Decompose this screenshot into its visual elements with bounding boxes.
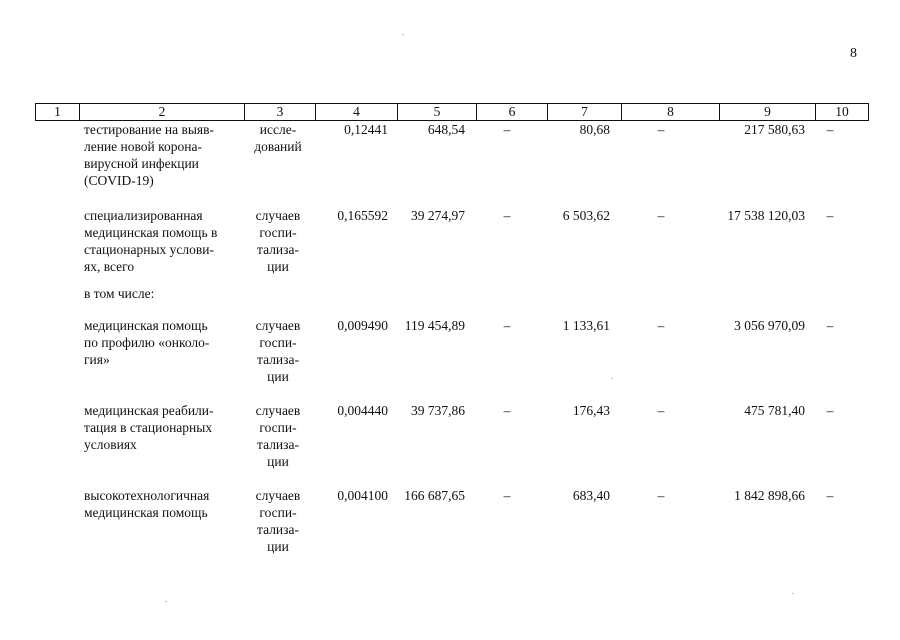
service-name-line: ях, всего xyxy=(84,259,135,274)
page-number: 8 xyxy=(850,46,857,61)
col-5-value: 39 737,86 xyxy=(411,403,465,418)
unit-line: ции xyxy=(267,259,289,274)
unit-line: тализа- xyxy=(257,437,299,452)
unit-line: госпи- xyxy=(259,420,297,435)
service-name-line: вирусной инфекции xyxy=(84,156,199,171)
col-5-value: 166 687,65 xyxy=(404,488,465,503)
unit-line: тализа- xyxy=(257,522,299,537)
unit-line: тализа- xyxy=(257,242,299,257)
col-5-value: 39 274,97 xyxy=(411,208,465,223)
header-col-2: 2 xyxy=(80,104,245,121)
service-name xyxy=(84,317,236,368)
col-6-value: – xyxy=(503,488,511,503)
unit-of-measure xyxy=(246,121,310,155)
service-name xyxy=(84,207,236,275)
service-name-line: медицинская помощь xyxy=(84,318,208,333)
unit-line: ции xyxy=(267,454,289,469)
unit-of-measure xyxy=(246,402,310,470)
unit-of-measure xyxy=(246,487,310,555)
unit-line: ции xyxy=(267,369,289,384)
service-name-line: медицинская реабили- xyxy=(84,403,214,418)
service-name-line: стационарных услови- xyxy=(84,242,214,257)
service-name-line: условиях xyxy=(84,437,137,452)
col-7-value: 176,43 xyxy=(572,403,610,418)
col-10-value: – xyxy=(826,122,834,137)
col-5-value: 648,54 xyxy=(427,122,465,137)
col-6-value: – xyxy=(503,208,511,223)
unit-of-measure xyxy=(246,207,310,275)
col-9-value: 217 580,63 xyxy=(744,122,805,137)
unit-line: госпи- xyxy=(259,335,297,350)
service-name-line: (COVID-19) xyxy=(84,173,154,188)
header-row xyxy=(36,104,869,121)
unit-of-measure xyxy=(246,317,310,385)
unit-line: госпи- xyxy=(259,225,297,240)
unit-line: дований xyxy=(254,139,302,154)
unit-line: случаев xyxy=(255,318,301,333)
col-7-value: 6 503,62 xyxy=(562,208,610,223)
scan-speck xyxy=(792,593,794,594)
service-name xyxy=(84,402,236,453)
col-4-value: 0,004440 xyxy=(337,403,388,418)
unit-line: иссле- xyxy=(259,122,297,137)
scan-speck xyxy=(402,34,404,35)
service-name-line: ление новой корона- xyxy=(84,139,202,154)
col-8-value: – xyxy=(657,488,665,503)
col-4-value: 0,004100 xyxy=(337,488,388,503)
service-name-line: по профилю «онколо- xyxy=(84,335,210,350)
col-8-value: – xyxy=(657,208,665,223)
header-col-7: 7 xyxy=(548,104,622,121)
service-name-line: тестирование на выяв- xyxy=(84,122,214,137)
col-8-value: – xyxy=(657,318,665,333)
header-col-8: 8 xyxy=(622,104,720,121)
scan-speck xyxy=(165,601,167,602)
col-10-value: – xyxy=(826,318,834,333)
column-number-header xyxy=(35,103,869,121)
col-10-value: – xyxy=(826,403,834,418)
service-name-line: медицинская помощь xyxy=(84,505,208,520)
col-7-value: 683,40 xyxy=(572,488,610,503)
header-col-10: 10 xyxy=(816,104,869,121)
service-name-line: высокотехнологичная xyxy=(84,488,210,503)
header-col-6: 6 xyxy=(477,104,548,121)
col-9-value: 475 781,40 xyxy=(744,403,805,418)
col-9-value: 1 842 898,66 xyxy=(734,488,805,503)
header-col-9: 9 xyxy=(720,104,816,121)
col-10-value: – xyxy=(826,488,834,503)
scan-speck xyxy=(611,378,613,379)
col-7-value: 80,68 xyxy=(579,122,610,137)
col-8-value: – xyxy=(657,122,665,137)
col-4-value: 0,165592 xyxy=(337,208,388,223)
service-name xyxy=(84,121,236,189)
col-6-value: – xyxy=(503,318,511,333)
col-8-value: – xyxy=(657,403,665,418)
header-col-1: 1 xyxy=(36,104,80,121)
service-name-line: гия» xyxy=(84,352,110,367)
unit-line: ции xyxy=(267,539,289,554)
service-name xyxy=(84,487,236,521)
col-5-value: 119 454,89 xyxy=(404,318,465,333)
unit-line: госпи- xyxy=(259,505,297,520)
col-9-value: 17 538 120,03 xyxy=(727,208,805,223)
header-col-3: 3 xyxy=(245,104,316,121)
header-col-4: 4 xyxy=(316,104,398,121)
service-name-line: тация в стационарных xyxy=(84,420,213,435)
subheading-including: в том числе: xyxy=(84,286,155,301)
col-6-value: – xyxy=(503,403,511,418)
unit-line: случаев xyxy=(255,403,301,418)
unit-line: случаев xyxy=(255,208,301,223)
service-name-line: медицинская помощь в xyxy=(84,225,218,240)
col-9-value: 3 056 970,09 xyxy=(734,318,805,333)
col-4-value: 0,12441 xyxy=(344,122,388,137)
service-name-line: специализированная xyxy=(84,208,203,223)
col-10-value: – xyxy=(826,208,834,223)
header-col-5: 5 xyxy=(398,104,477,121)
col-6-value: – xyxy=(503,122,511,137)
unit-line: тализа- xyxy=(257,352,299,367)
col-7-value: 1 133,61 xyxy=(562,318,610,333)
col-4-value: 0,009490 xyxy=(337,318,388,333)
unit-line: случаев xyxy=(255,488,301,503)
